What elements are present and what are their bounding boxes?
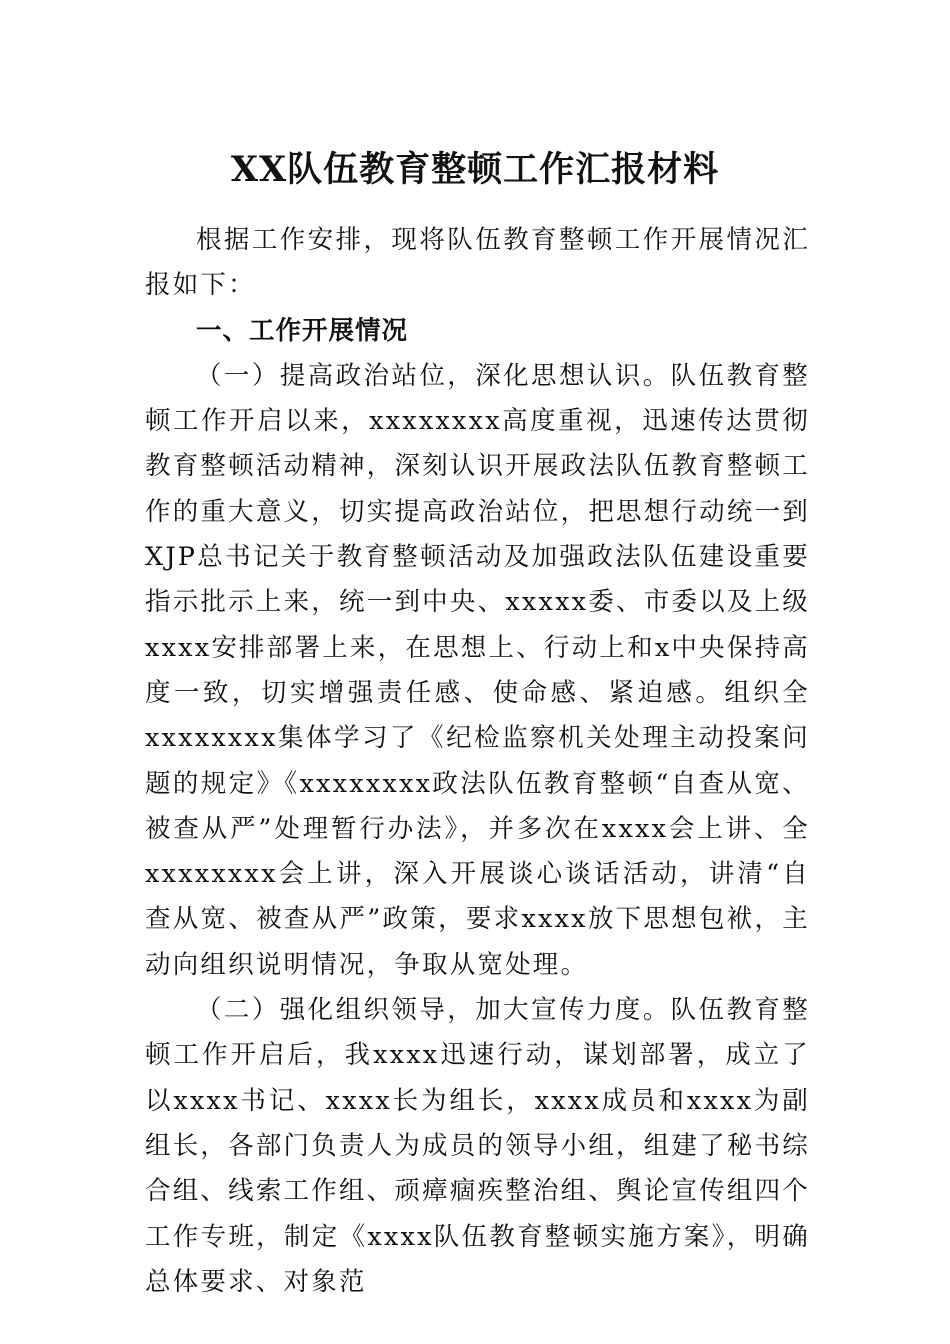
document-body: [145, 218, 810, 1305]
document-title: XX队伍教育整顿工作汇报材料: [230, 149, 720, 190]
paragraph-organization-leadership: （二）强化组织领导，加大宣传力度。队伍教育整顿工作开启后，我xxxx迅速行动，谋划部署，成立了以xxxx书记、xxxx长为组长，xxxx成员和xxxx为副组长，各部门负责人为成员的领导小组，组建了秘书综合组、线索工作组、顽瘴痼疾整治组、舆论宣传组四个工作专班，制定《xxxx队伍教育整顿实施方案》，明确总体要求、对象范: [145, 995, 810, 1297]
paragraph-political-stance: （一）提高政治站位，深化思想认识。队伍教育整顿工作开启以来，xxxxxxxx高度重视，迅速传达贯彻教育整顿活动精神，深刻认识开展政法队伍教育整顿工作的重大意义，切实提高政治站位，把思想行动统一到XJP总书记关于教育整顿活动及加强政法队伍建设重要指示批示上来，统一到中央、xxxxx委、市委以及上级xxxx安排部署上来，在思想上、行动上和x中央保持高度一致，切实增强责任感、使命感、紧迫感。组织全xxxxxxxx集体学习了《纪检监察机关处理主动投案问题的规定》《xxxxxxxx政法队伍教育整顿“自查从宽、被查从严”处理暂行办法》，并多次在xxxx会上讲、全xxxxxxxx会上讲，深入开展谈心谈话活动，讲清“自查从宽、被查从严”政策，要求xxxx放下思想包袱，主动向组织说明情况，争取从宽处理。: [145, 360, 810, 980]
section-heading-work-progress: 一、工作开展情况: [196, 315, 409, 346]
intro-paragraph: 根据工作安排，现将队伍教育整顿工作开展情况汇报如下：: [145, 225, 810, 301]
